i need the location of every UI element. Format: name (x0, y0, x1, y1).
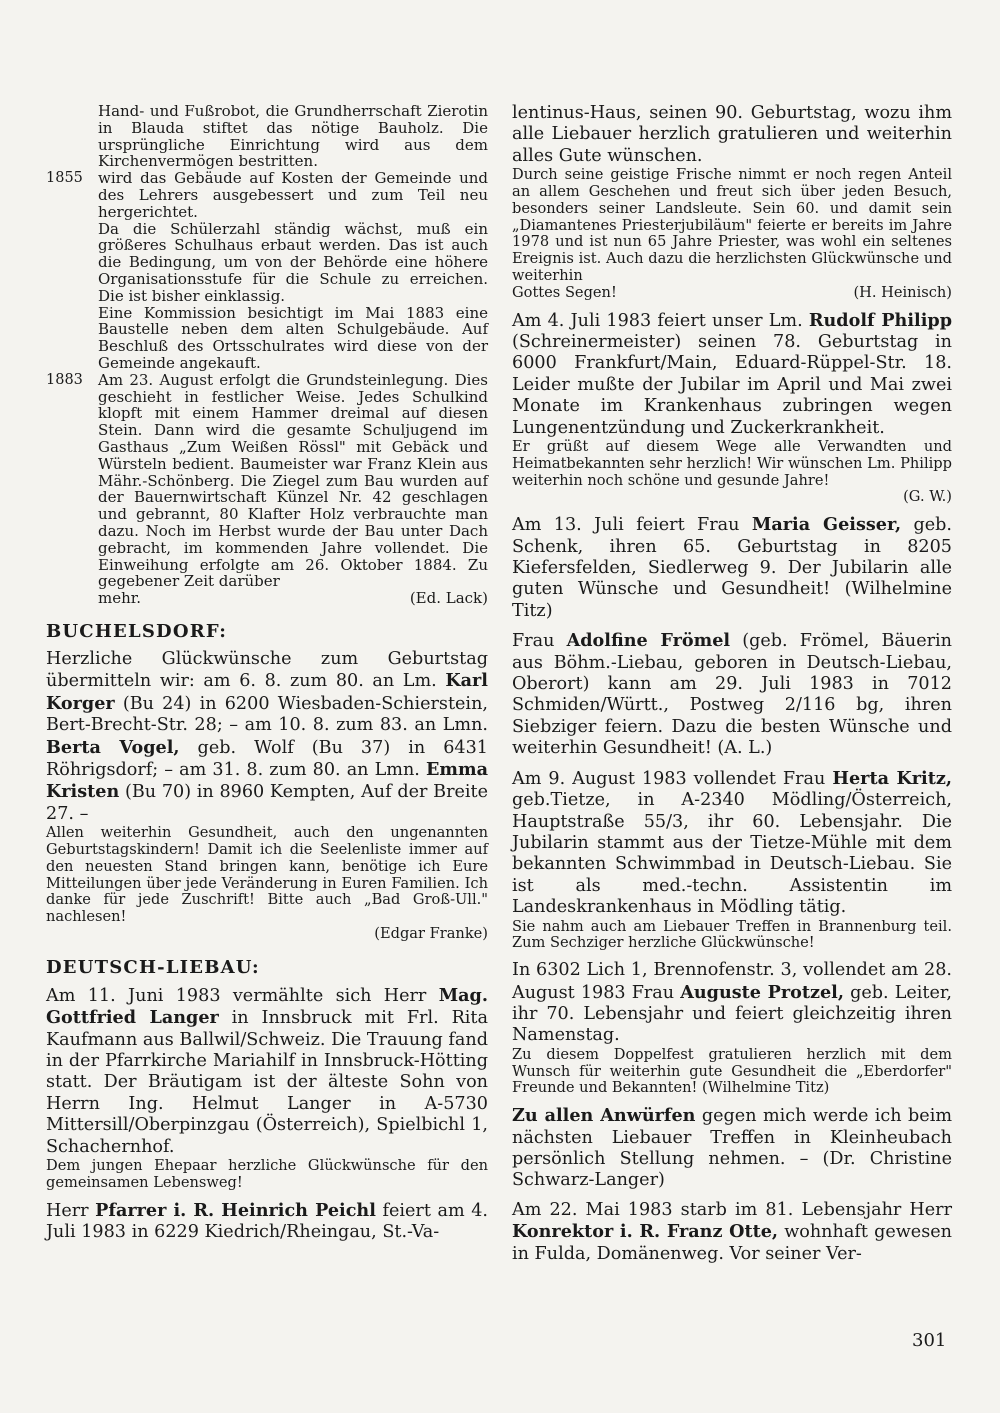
chronicle-year (46, 103, 98, 170)
chronicle-entry (46, 170, 488, 372)
signature-line: Gottes Segen! (H. Heinisch) (512, 283, 952, 301)
article-paragraph: Allen weiterhin Gesundheit, auch den ungenannten Geburtstagskindern! Damit ich die Seelenliste immer auf den neuesten Stand bringen kann, benötige ich Eure Mitteilungen über jede Veränderung in Euren Familien. Ich danke für jede Zuschrift! Bitte auch „Bad Groß-Ull." nachlesen! (46, 824, 488, 926)
article-paragraph: Dem jungen Ehepaar herzliche Glückwünsche für den gemeinsamen Lebensweg! (46, 1156, 488, 1191)
person-name: Mag. Gottfried Langer (46, 984, 488, 1029)
chronicle-text: Da die Schülerzahl ständig wächst, muß ein größeres Schulhaus erbaut werden. Das ist auch die Bedingung, um von der Behörde eine höhere Organisationsstufe für die Schule zu erreichen. Die ist bisher einklassig. (98, 219, 488, 305)
person-name: Karl Korger (46, 670, 488, 714)
person-name: Rudolf Philipp (808, 309, 952, 331)
article-paragraph: In 6302 Lich 1, Brennofenstr. 3, vollendet am 28. August 1983 Frau Auguste Protzel, geb. Leiter, ihr 70. Lebensjahr und feiert gleichzeitig ihren Namenstag. (512, 960, 952, 1046)
author-signature: (Edgar Franke) (374, 924, 488, 942)
article-paragraph: Herr Pfarrer i. R. Heinrich Peichl feiert am 4. Juli 1983 in 6229 Kiedrich/Rheingau, St.-Va- (46, 1199, 488, 1242)
signature-line (98, 590, 488, 607)
article-paragraph: Herzliche Glückwünsche zum Geburtstag übermitteln wir: am 6. 8. zum 80. an Lm. Karl Korger (Bu 24) in 6200 Wiesbaden-Schierstein, Bert-Brecht-Str. 28; – am 10. 8. zum 83. an Lmn. Berta Vogel, geb. Wolf (Bu 37) in 6431 Röhrigsdorf; – am 31. 8. zum 80. an Lmn. Emma Kristen (Bu 70) in 8960 Kempten, Auf der Breite 27. – (46, 648, 488, 824)
article-paragraph: Am 9. August 1983 vollendet Frau Herta Kritz, geb.Tietze, in A-2340 Mödling/Österreich, Hauptstraße 55/3, ihr 60. Lebensjahr. Die Jubilarin stammt aus der Tietze-Mühle mit dem bekannten Schwimmbad in Deutsch-Liebau. Sie ist als med.-techn. Assistentin im Landeskrankenhaus in Mödling tätig. (512, 767, 952, 918)
person-name: Herta Kritz, (832, 767, 952, 789)
person-name: Adolfine Frömel (566, 630, 731, 652)
left-column (46, 103, 488, 1243)
author-signature: (Ed. Lack) (409, 589, 488, 608)
chronicle-text: mehr. (98, 589, 142, 608)
page-number: 301 (912, 1330, 947, 1351)
emphasis-text: Zu allen Anwürfen (512, 1105, 696, 1127)
chronicle-text: wird das Gebäude auf Kosten der Gemeinde und des Lehrers ausgebessert und zum Teil neu hergerichtet. (98, 169, 488, 221)
section-heading-buchelsdorf: BUCHELSDORF: (46, 620, 228, 642)
author-signature: (A. L.) (717, 738, 773, 759)
person-name: Pfarrer i. R. Heinrich Peichl (95, 1199, 376, 1221)
chronicle-year: 1883 (46, 371, 83, 388)
person-name: Emma Kristen (46, 758, 488, 803)
article-paragraph: Durch seine geistige Frische nimmt er noch regen Anteil an allem Geschehen und freut sich über jeden Besuch, besonders seiner Landsleute. Sein 60. und damit sein „Diamantenes Priesterjubiläum" feierte er bereits im Jahre 1978 und ist nun 65 Jahre Priester, was wohl ein seltenes Ereignis ist. Auch dazu die herzlichsten Glückwünsche und weiterhin (512, 166, 952, 284)
author-signature: (G. W.) (903, 488, 952, 506)
article-paragraph: Am 4. Juli 1983 feiert unser Lm. Rudolf Philipp (Schreinermeister) seinen 78. Geburtstag in 6000 Frankfurt/Main, Eduard-Rüppel-Str. 18. Leider mußte der Jubilar im April und Mai zwei Monate im Krankenhaus zubringen wegen Lungenentzündung und Zuckerkrankheit. (512, 309, 952, 438)
article-paragraph: Zu diesem Doppelfest gratulieren herzlich mit dem Wunsch für weiterhin gute Gesundheit die „Eberdorfer" Freunde und Bekannten! (Wilhelmine Titz) (512, 1045, 952, 1097)
author-signature: (H. Heinisch) (853, 283, 952, 301)
article-paragraph: Zu allen Anwürfen gegen mich werde ich beim nächsten Liebauer Treffen in Kleinheubach persönlich Stellung nehmen. – (Dr. Christine Schwarz-Langer) (512, 1105, 952, 1191)
article-paragraph: Frau Adolfine Frömel (geb. Frömel, Bäuerin aus Böhm.-Liebau, geboren in Deutsch-Liebau, Oberort) kann am 29. Juli 1983 in 7012 Schmiden/Württ., Postweg 2/116 bg, ihren Siebziger feiern. Dazu die besten Wünsche und weiterhin Gesundheit! (A. L.) (512, 630, 953, 759)
section-heading-deutsch-liebau: DEUTSCH-LIEBAU: (46, 956, 260, 978)
person-name: Maria Geisser, (751, 514, 902, 536)
article-paragraph: Am 11. Juni 1983 vermählte sich Herr Mag. Gottfried Langer in Innsbruck mit Frl. Rita Kaufmann aus Ballwil/Schweiz. Die Trauung fand in der Pfarrkirche Mariahilf in Innsbruck-Hötting statt. Der Bräutigam ist der älteste Sohn von Herrn Ing. Helmut Langer in A-5730 Mittersill/Oberpinzgau (Österreich), Spielbichl 1, Schachernhof. (46, 984, 488, 1157)
chronicle-year: 1855 (46, 170, 83, 187)
chronicle-text: Hand- und Fußrobot, die Grundherrschaft Zierotin in Blauda stiftet das nötige Bauholz. Die ursprüngliche Einrichtung wird aus dem Kirchenvermögen bestritten. (98, 102, 488, 171)
article-paragraph: Am 22. Mai 1983 starb im 81. Lebensjahr Herr Konrektor i. R. Franz Otte, wohnhaft gewesen in Fulda, Domänenweg. Vor seiner Ver- (512, 1199, 952, 1264)
person-name: Auguste Protzel, (680, 981, 844, 1003)
article-paragraph: Sie nahm auch am Liebauer Treffen in Brannenburg teil. Zum Sechziger herzliche Glückwünsche! (512, 917, 952, 952)
article-paragraph: lentinus-Haus, seinen 90. Geburtstag, wozu ihm alle Liebauer herzlich gratulieren und weiterhin alles Gute wünschen. (512, 103, 952, 166)
person-name: Konrektor i. R. Franz Otte, (512, 1221, 779, 1243)
article-paragraph: Er grüßt auf diesem Wege alle Verwandten und Heimatbekannten sehr herzlich! Wir wünschen Lm. Philipp weiterhin noch schöne und gesunde Jahre! (512, 438, 952, 489)
chronicle-entry (46, 103, 488, 170)
person-name: Berta Vogel, (46, 736, 180, 758)
chronicle-entry (46, 372, 488, 607)
right-column (512, 103, 952, 1265)
article-paragraph: Am 13. Juli feiert Frau Maria Geisser, geb. Schenk, ihren 65. Geburtstag in 8205 Kiefersfelden, Siedlerweg 9. Der Jubilarin alle guten Wünsche und Gesundheit! (Wilhelmine Titz) (512, 514, 953, 621)
chronicle-text: Am 23. August erfolgt die Grundsteinlegung. Dies geschieht in festlicher Weise. Jedes Schulkind klopft mit einem Hammer dreimal auf diesen Stein. Dann wird die gesamte Schuljugend im Gasthaus „Zum Weißen Rössl" mit Gebäck und Würsteln bedient. Baumeister war Franz Klein aus Mähr.-Schönberg. Die Ziegel zum Bau wurden auf der Bauernwirtschaft Künzel Nr. 42 geschlagen und gebrannt, 80 Klafter Holz verbrauchte man dazu. Noch im Herbst wurde der Bau unter Dach gebracht, im kommenden Jahre vollendet. Die Einweihung erfolgte am 26. Oktober 1884. Zu gegebener Zeit darüber (98, 370, 488, 591)
chronicle-text: Eine Kommission besichtigt im Mai 1883 eine Baustelle neben dem alten Schulgebäude. Auf Beschluß des Ortsschulrates wird diese von der Gemeinde angekauft. (98, 303, 488, 372)
